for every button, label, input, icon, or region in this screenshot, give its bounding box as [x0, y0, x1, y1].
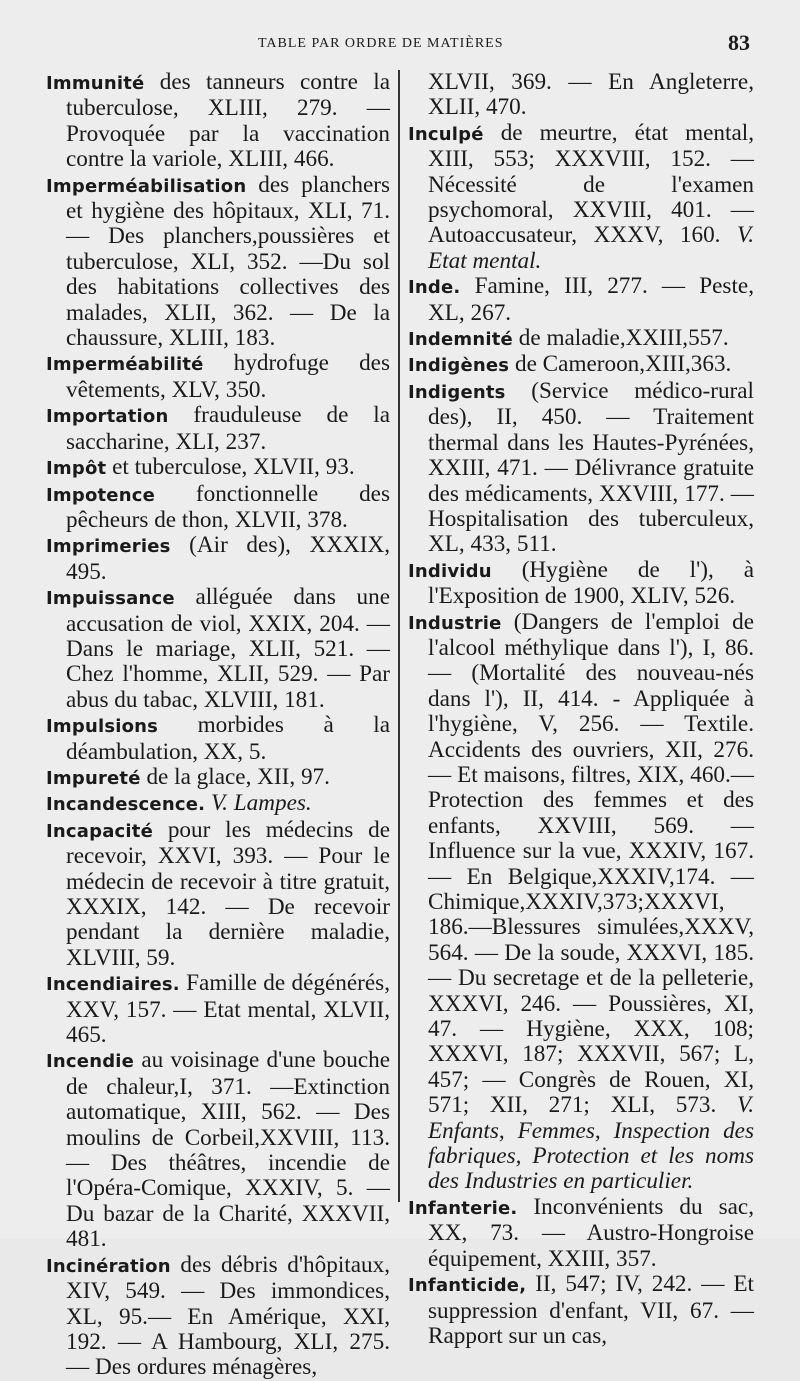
entry-headword: Incendie	[46, 1051, 135, 1073]
entry-headword: Impuissance	[46, 588, 175, 610]
left-column	[46, 70, 390, 1381]
entry-text: de meurtre, état mental, XIII, 553; XXXVIII, 152. — Nécessité de l'examen psychomoral, XXVIII, 401. — Autoaccusateur, XXXV, 160.	[428, 119, 754, 249]
index-entry	[46, 1253, 390, 1381]
entry-headword: Imprimeries	[46, 536, 171, 558]
index-entry	[408, 558, 754, 610]
entry-cross-reference: V. Etat mental.	[428, 222, 754, 274]
running-head: TABLE PAR ORDRE DE MATIÈRES	[258, 36, 504, 51]
entry-headword: Incinération	[46, 1255, 171, 1277]
entry-headword: Impureté	[46, 767, 141, 789]
entry-text: hydrofuge des vêtements, XLV, 350.	[66, 350, 390, 403]
entry-headword: Imperméabilité	[46, 354, 204, 376]
index-entry	[46, 533, 390, 585]
continued-entry: XLVII, 369. — En Angleterre, XLII, 470.	[428, 69, 754, 121]
entry-text: Famine, III, 277. — Peste, XL, 267.	[428, 273, 754, 326]
entry-headword: Infanticide,	[408, 1275, 527, 1297]
entry-text: morbides à la déambulation, XX, 5.	[66, 712, 390, 765]
entry-headword: Infanterie.	[408, 1197, 518, 1219]
entry-text: des débris d'hôpitaux, XIV, 549. — Des immondices, XL, 95.— En Amérique, XXI, 192. — A Hambourg, XLI, 275. — Des ordures ménagères,	[66, 1251, 390, 1381]
index-entry	[408, 1272, 754, 1349]
entry-text: au voisinage d'une bouche de chaleur,I, 371. —Extinction automatique, XIII, 562. — Des moulins de Corbeil,XXVIII, 113. — Des théâtres, incendie de l'Opéra-Comique, XXXIV, 5. — Du bazar de la Charité, XXXVII, 481.	[66, 1047, 390, 1253]
index-entry	[408, 326, 754, 352]
entry-headword: Immunité	[46, 73, 145, 94]
index-entry	[46, 791, 390, 817]
entry-headword: Indigents	[408, 381, 506, 403]
entry-text: (Hygiène de l'), à l'Exposition de 1900, XLIV, 526.	[428, 556, 754, 610]
index-entry	[46, 482, 390, 534]
index-entry	[46, 818, 390, 971]
index-entry	[46, 173, 390, 352]
entry-text: (Service médico-rural des), II, 450. — Traitement thermal dans les Hautes-Pyrénées, XXIII, 471. — Délivrance gratuite des médicaments, XXVIII, 177. — Hospitalisation des tuberculeux, XL, 433, 511.	[428, 377, 754, 558]
entry-headword: Indemnité	[408, 329, 513, 351]
entry-headword: Inde.	[408, 277, 461, 299]
entry-headword: Industrie	[408, 612, 502, 634]
entry-headword: Impotence	[46, 484, 156, 506]
entry-headword: Impôt	[46, 458, 107, 480]
entry-text: fonctionnelle des pêcheurs de thon, XLVII, 378.	[66, 480, 390, 533]
index-entry	[46, 455, 390, 481]
entry-text: des planchers et hygiène des hôpitaux, XLI, 71. — Des planchers,poussières et tuberculose, XLI, 352. —Du sol des habitations collectives des malades, XLII, 362. — De la chaussure, XLIII, 183.	[66, 171, 390, 352]
index-entry	[46, 713, 390, 765]
entry-headword: Incendiaires.	[46, 974, 180, 996]
entry-text: II, 547; IV, 242. — Et suppression d'enfant, VII, 67. — Rapport sur un cas,	[428, 1271, 754, 1349]
index-entry	[46, 70, 390, 173]
index-entry	[408, 352, 754, 378]
entry-text: et tuberculose, XLVII, 93.	[106, 454, 355, 481]
page-number: 83	[728, 30, 750, 55]
index-entry	[408, 610, 754, 1195]
entry-headword: Impulsions	[46, 716, 159, 738]
index-entry	[408, 379, 754, 558]
index-entry	[408, 1195, 754, 1272]
index-entry	[46, 585, 390, 713]
entry-text: (Air des), XXXIX, 495.	[66, 532, 390, 585]
index-entry	[46, 971, 390, 1048]
entry-cross-reference: V. Enfants, Femmes, Inspection des fabriques, Protection et les noms des Industries en particulier.	[428, 1092, 754, 1195]
entry-headword: Importation	[46, 406, 169, 428]
index-entry	[46, 1048, 390, 1252]
entry-headword: Incandescence.	[46, 794, 206, 816]
entry-text: Inconvénients du sac, XX, 73. — Austro-Hongroise équipement, XXIII, 357.	[428, 1193, 754, 1272]
entry-headword: Incapacité	[46, 820, 154, 842]
entry-text: (Dangers de l'emploi de l'alcool méthylique dans l'), I, 86. — (Mortalité des nouveau-nés dans l'), II, 414. - Appliquée à l'hygiène, V, 256. — Textile. Accidents des ouvriers, XII, 276. — Et maisons, filtres, XIX, 460.— Protection des femmes et des enfants, XXVIII, 569. — Influence sur la vue, XXXIV, 167. — En Belgique,XXXIV,174. — Chimique,XXXIV,373;XXXVI, 186.—Blessures simulées,XXXV, 564. — De la soude, XXXVI, 185. — Du secretage et de la pelleterie, XXXVI, 246. — Poussières, XI, 47. — Hygiène, XXX, 108; XXXVI, 187; XXXVII, 567; L, 457; — Congrès de Rouen, XI, 571; XII, 271; XLI, 573.	[428, 608, 754, 1119]
entry-headword: Imperméabilisation	[46, 175, 247, 197]
entry-text: pour les médecins de recevoir, XXVI, 393. — Pour le médecin de recevoir à titre gratuit, XXXIX, 142. — De recevoir pendant la dernière maladie, XLVIII, 59.	[66, 816, 390, 971]
entry-text: des tanneurs contre la tuberculose, XLIII, 279. — Provoquée par la vaccination contre la variole, XLIII, 466.	[66, 69, 390, 173]
entry-headword: Individu	[408, 560, 492, 582]
index-entry	[408, 121, 754, 274]
entry-text: Famille de dégénérés, XXV, 157. — Etat mental, XLVII, 465.	[66, 970, 390, 1049]
entry-text: frauduleuse de la saccharine, XLI, 237.	[66, 402, 390, 455]
index-entry	[46, 403, 390, 455]
entry-headword: Indigènes	[408, 355, 510, 377]
right-column	[408, 70, 754, 1349]
index-entry	[46, 351, 390, 403]
entry-text: de la glace, XII, 97.	[140, 763, 330, 790]
column-divider	[398, 70, 400, 1202]
entry-text: alléguée dans une accusation de viol, XXIX, 204. — Dans le mariage, XLII, 521. — Chez l'homme, XLII, 529. — Par abus du tabac, XLVIII, 181.	[66, 584, 390, 713]
entry-cross-reference: V. Lampes.	[210, 790, 312, 817]
index-entry	[408, 274, 754, 326]
entry-text: de maladie,XXIII,557.	[512, 325, 729, 352]
entry-headword: Inculpé	[408, 123, 484, 145]
entry-text: de Cameroon,XIII,363.	[509, 351, 732, 378]
index-entry	[46, 765, 390, 791]
